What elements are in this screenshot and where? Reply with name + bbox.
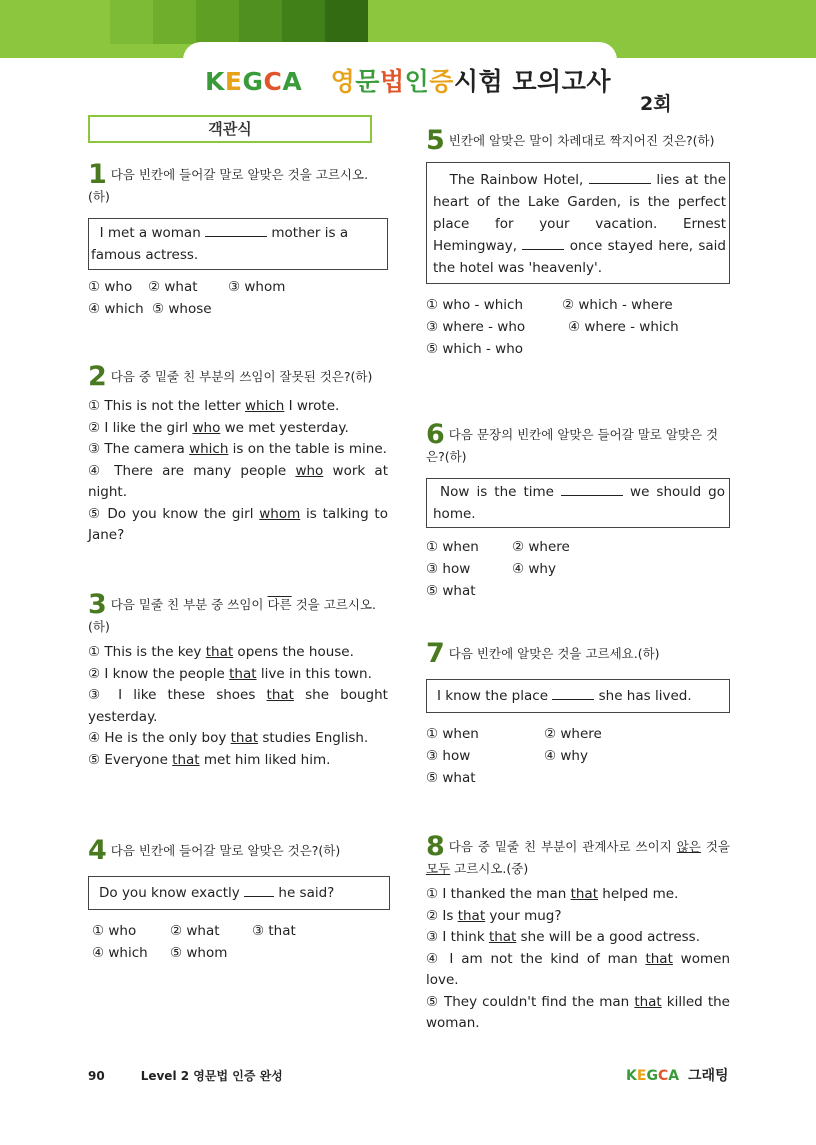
question-text: 다음 빈칸에 들어갈 말로 알맞은 것을 고르시오.(하) [88,167,369,204]
option[interactable]: ① when [426,539,479,555]
option[interactable]: ② what [148,279,198,295]
color-block [368,0,411,44]
logo-letter: C [263,67,283,96]
question-text: 고르시오.(중) [450,861,529,876]
option[interactable]: ③ where - who [426,319,526,335]
option[interactable]: ③ I like these shoes that she bought yesterday. [88,687,388,725]
question-box [88,876,390,910]
option[interactable]: ③ that [252,923,296,939]
page-title [0,62,816,98]
options [426,294,730,360]
answer-blank [522,237,564,250]
logo-letter: K [204,67,225,96]
question-3 [88,589,388,771]
option[interactable]: ① who - which [426,297,524,313]
question-4 [88,835,390,964]
option[interactable]: ③ how [426,748,471,764]
box-text: Do you know exactly [99,885,240,901]
option[interactable]: ④ why [544,748,588,764]
question-number: 7 [426,638,445,669]
options [426,723,730,789]
footer-publisher [626,1065,729,1085]
book-title: Level 2 영문법 인증 완성 [140,1069,283,1083]
option[interactable]: ② where [512,539,570,555]
box-text: once stayed here, said the hotel was 'heavenly'. [433,238,726,276]
title-char: 증 [429,67,454,96]
question-number: 2 [88,361,107,392]
question-8 [426,831,731,1035]
question-header [426,831,731,880]
color-block [325,0,368,44]
emphasis-mark: 모두 [426,861,451,876]
option[interactable]: ⑤ what [426,770,476,786]
option[interactable]: ② where [544,726,602,742]
color-block [239,0,282,44]
question-number: 4 [88,835,107,866]
option[interactable]: ⑤ what [426,583,476,599]
box-text: Now is the time [440,484,554,500]
question-text: 다음 밑줄 친 부분 중 쓰임이 [110,597,268,612]
question-header [88,159,388,208]
option[interactable]: ⑤ whose [152,301,212,317]
answer-blank [205,224,267,237]
answer-blank [244,884,274,897]
option[interactable]: ④ There are many people who work at night. [88,462,388,500]
question-box [88,218,388,270]
question-header [426,419,730,468]
color-block [196,0,239,44]
option[interactable]: ④ where - which [568,319,679,335]
options [88,920,390,964]
question-number: 3 [88,589,107,620]
logo-letter: E [224,67,243,96]
logo-letter: G [646,1068,658,1084]
option[interactable]: ③ whom [228,279,286,295]
question-box [426,478,730,528]
option[interactable]: ④ He is the only boy that studies English. [88,730,369,746]
question-7 [426,638,730,789]
page-number: 90 [88,1069,105,1083]
box-text: he said? [278,885,335,901]
option[interactable]: ④ why [512,561,556,577]
question-header [426,638,730,669]
question-2 [88,361,388,547]
question-text: 다음 중 밑줄 친 부분의 쓰임이 잘못된 것은?(하) [110,369,373,384]
question-text: 것을 고르시오.(하) [88,597,376,634]
option[interactable]: ⑤ Everyone that met him liked him. [88,751,331,768]
option[interactable]: ⑤ which - who [426,341,524,357]
color-block [282,0,325,44]
logo-letter: G [242,67,264,96]
question-box [426,679,730,713]
option[interactable]: ③ how [426,561,471,577]
question-1 [88,159,388,320]
title-char: 영 [330,67,356,96]
question-header [88,835,390,866]
option[interactable]: ④ I am not the kind of man that women love. [426,950,730,988]
footer-left [88,1067,283,1084]
option[interactable]: ③ The camera which is on the table is mine. [88,441,387,457]
option[interactable]: ④ which [92,945,148,961]
box-text: she has lived. [598,688,692,704]
color-block [110,0,153,44]
question-text: 다음 빈칸에 들어갈 말로 알맞은 것은?(하) [110,843,341,858]
question-header [88,361,388,392]
logo-letter: K [626,1068,637,1084]
box-text: The Rainbow Hotel, [449,172,584,188]
option[interactable]: ① This is the key that opens the house. [88,644,354,660]
question-text: 다음 문장의 빈칸에 알맞은 들어갈 말로 알맞은 것은?(하) [426,427,719,464]
box-text: I met a woman [99,225,201,241]
option[interactable]: ⑤ whom [170,945,228,961]
option[interactable]: ① who [92,923,137,939]
question-text: 다음 빈칸에 알맞은 것을 고르세요.(하) [448,646,660,661]
option[interactable]: ⑤ Do you know the girl whom is talking to Jane? [88,505,388,543]
logo-letter: A [668,1068,680,1084]
title-char: 인 [404,67,430,96]
option[interactable]: ② which - where [562,297,673,313]
option[interactable]: ① who [88,279,133,295]
option[interactable]: ③ I think that she will be a good actress. [426,929,701,945]
question-text: 것을 [700,839,731,854]
option[interactable]: ② I like the girl who we met yesterday. [88,419,349,436]
option[interactable]: ⑤ They couldn't find the man that killed the woman. [426,993,730,1031]
title-char: 법 [379,67,405,96]
section-title-box: 객관식 [88,115,372,143]
option[interactable]: ④ which [88,301,144,317]
title-rest: 시험 모의고사 [453,67,612,96]
answer-blank [552,687,594,700]
option[interactable]: ① I thanked the man that helped me. [426,886,679,902]
question-5 [426,125,730,360]
round-label: 2회 [640,93,672,115]
publisher-name: 그래팅 [687,1068,729,1084]
question-text: 다음 중 밑줄 친 부분이 관계사로 쓰이지 [448,839,677,854]
logo-letter: E [636,1068,647,1084]
question-6 [426,419,730,602]
question-number: 8 [426,831,445,862]
emphasis-mark: 다른 [267,597,292,612]
question-number: 5 [426,125,445,156]
option[interactable]: ② Is that your mug? [426,907,562,924]
option[interactable]: ② I know the people that live in this town. [88,665,372,682]
question-number: 1 [88,159,107,190]
kegca-logo [205,67,311,96]
emphasis-mark: 않은 [676,839,701,854]
logo-letter: C [657,1068,669,1084]
question-box [426,162,730,284]
color-block [153,0,196,44]
options [88,276,388,320]
option[interactable]: ① when [426,726,479,742]
options [426,536,730,602]
question-header [426,125,730,156]
box-text: I know the place [437,688,549,704]
box-text: lies at the heart of the Lake Garden, is the perfect place for your vacation. Ernest Hemingway, [433,172,726,254]
header-color-blocks [110,0,411,44]
question-text: 빈칸에 알맞은 말이 차례대로 짝지어진 것은?(하) [448,133,715,148]
question-number: 6 [426,419,445,450]
answer-blank [561,483,623,496]
answer-blank [589,171,651,184]
box-text: we should go home. [433,484,725,522]
box-text: famous actress. [91,247,199,263]
box-text: mother is a [271,225,349,241]
question-header [88,589,388,638]
title-char: 문 [355,67,380,96]
logo-letter: A [282,67,303,96]
option[interactable]: ② what [170,923,220,939]
option[interactable]: ① This is not the letter which I wrote. [88,398,340,414]
